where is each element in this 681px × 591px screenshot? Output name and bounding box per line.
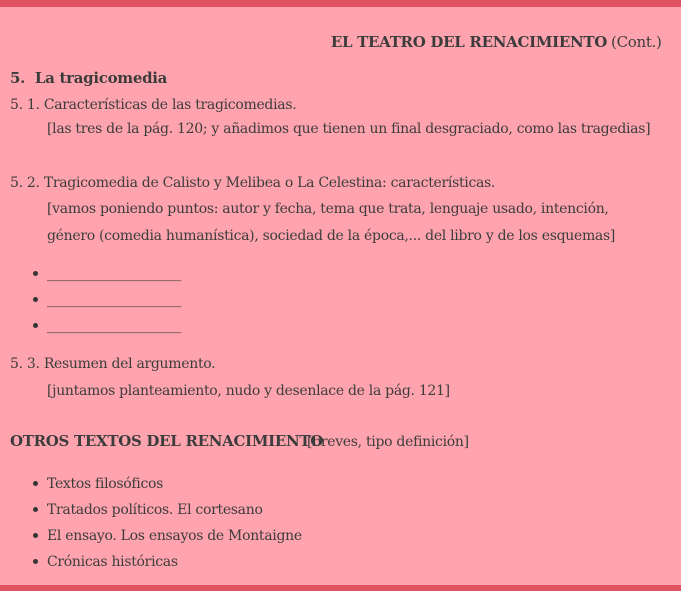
item-5-1-text: 5. 1. Características de las tragicomedias. — [10, 97, 297, 113]
list-item — [33, 501, 263, 519]
blank-list-item — [33, 265, 181, 283]
list-item-label: Textos filosóficos — [47, 476, 164, 492]
blank-underline: ____________________ — [47, 292, 182, 308]
list-item-label: El ensayo. Los ensayos de Montaigne — [47, 528, 302, 544]
item-5-1-note: [las tres de la pág. 120; y añadimos que tienen un final desgraciado, como las tragedias] — [47, 121, 651, 137]
blank-list-item — [33, 317, 181, 335]
bullet-icon — [33, 323, 38, 328]
section-5-heading: 5. La tragicomedia — [10, 69, 168, 87]
list-item — [33, 553, 178, 571]
blank-underline: ____________________ — [47, 266, 182, 282]
item-5-2-text: 5. 2. Tragicomedia de Calisto y Melibea o La Celestina: características. — [10, 175, 496, 191]
bullet-icon — [33, 507, 38, 512]
list-item — [33, 475, 163, 493]
item-5-3-text: 5. 3. Resumen del argumento. — [10, 356, 216, 372]
bullet-icon — [33, 271, 38, 276]
page-title-main: EL TEATRO DEL RENACIMIENTO — [330, 33, 608, 51]
page-title — [313, 15, 662, 69]
item-5-2-note-line1: [vamos poniendo puntos: autor y fecha, tema que trata, lenguaje usado, intención, — [47, 201, 609, 217]
blank-list-item — [33, 291, 181, 309]
list-item — [33, 527, 302, 545]
top-edge-bar — [0, 0, 681, 7]
list-item-label: Tratados políticos. El cortesano — [47, 502, 263, 518]
bullet-icon — [33, 481, 38, 486]
bottom-edge-bar — [0, 585, 681, 591]
bullet-icon — [33, 559, 38, 564]
page-title-cont: (Cont.) — [611, 33, 662, 51]
item-5-2-note-line2: género (comedia humanística), sociedad de la época,... del libro y de los esquemas] — [47, 228, 616, 244]
otros-note: [breves, tipo definición] — [307, 434, 469, 450]
item-5-3-note: [juntamos planteamiento, nudo y desenlace de la pág. 121] — [47, 383, 450, 399]
otros-heading: OTROS TEXTOS DEL RENACIMIENTO — [10, 432, 324, 450]
list-item-label: Crónicas históricas — [47, 554, 178, 570]
bullet-icon — [33, 533, 38, 538]
blank-underline: ____________________ — [47, 318, 182, 334]
bullet-icon — [33, 297, 38, 302]
